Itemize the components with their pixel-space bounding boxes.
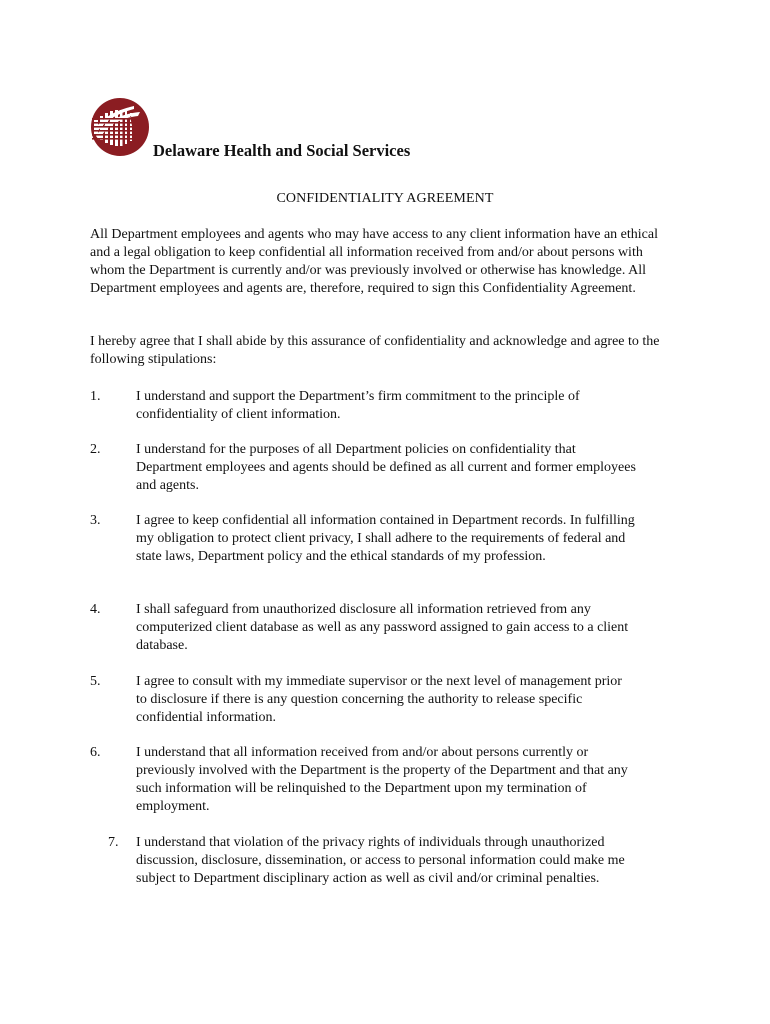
stipulation-text: I understand that violation of the privacy rights of individuals through unauthorized discussion, disclosure, dissemination, or access to personal information could make me subject to Department disciplinary action as well as civil and/or criminal penalties. bbox=[136, 835, 625, 886]
stipulation-text: I understand that all information received from and/or about persons currently or previously involved with the Department is the property of the Department and that any such information will be relinquished to the Department upon my termination of employment. bbox=[136, 745, 628, 814]
organization-title: Delaware Health and Social Services bbox=[153, 141, 411, 160]
dhss-globe-logo-icon bbox=[90, 96, 150, 158]
stipulation-text: I agree to consult with my immediate supervisor or the next level of management prior to disclosure if there is any question concerning the authority to release specific confidential information. bbox=[136, 674, 622, 725]
stipulation-number: 3. bbox=[90, 513, 101, 528]
stipulation-text: I understand for the purposes of all Department policies on confidentiality that Department employees and agents should be defined as all current and former employees and agents. bbox=[136, 442, 636, 493]
stipulation-text: I agree to keep confidential all information contained in Department records. In fulfilling my obligation to protect client privacy, I shall adhere to the requirements of federal and state laws, Department policy and the ethical standards of my profession. bbox=[136, 513, 635, 564]
stipulation-text: I understand and support the Department’s firm commitment to the principle of confidentiality of client information. bbox=[136, 389, 580, 422]
intro-paragraph: All Department employees and agents who may have access to any client information have an ethical and a legal obligation to keep confidential all information received from and/or about persons with whom the Department is currently and/or was previously involved or otherwise has knowledge. All Department employees and agents are, therefore, required to sign this Confidentiality Agreement. bbox=[90, 227, 658, 296]
stipulation-number: 1. bbox=[90, 389, 101, 404]
document-title: CONFIDENTIALITY AGREEMENT bbox=[276, 191, 494, 206]
stipulation-number: 2. bbox=[90, 442, 101, 457]
stipulation-number: 7. bbox=[108, 835, 119, 850]
stipulation-number: 5. bbox=[90, 674, 101, 689]
stipulation-text: I shall safeguard from unauthorized disclosure all information retrieved from any computerized client database as well as any password assigned to gain access to a client database. bbox=[136, 602, 629, 653]
stipulation-number: 6. bbox=[90, 745, 101, 760]
agreement-statement: I hereby agree that I shall abide by this assurance of confidentiality and acknowledge and agree to the following stipulations: bbox=[90, 334, 660, 367]
stipulation-number: 4. bbox=[90, 602, 101, 617]
